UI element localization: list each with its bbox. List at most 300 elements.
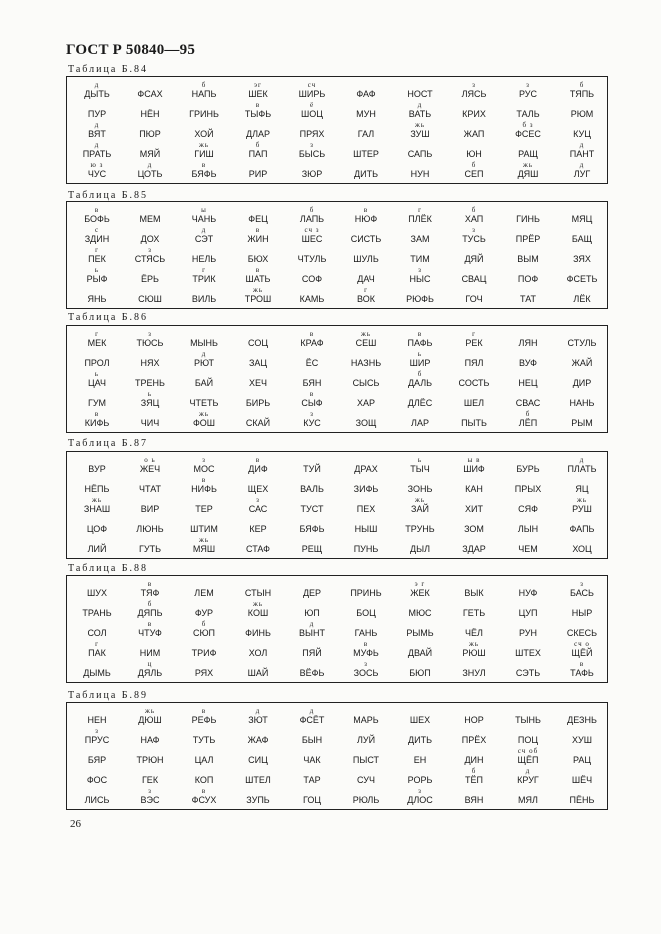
table-cell — [70, 410, 124, 430]
table-cell — [177, 660, 231, 680]
syllable-word: ДИФ — [248, 464, 268, 474]
table-cell — [70, 121, 124, 141]
superscript-mark: з — [472, 226, 476, 234]
syllable-word: ЧЁЛ — [465, 628, 483, 638]
syllable-word: МЯЛ — [518, 795, 538, 805]
syllable-word: СЯФ — [518, 504, 538, 514]
table-cell — [555, 246, 609, 266]
syllable-word: ТИМ — [410, 254, 430, 264]
syllable-word: СЕП — [464, 169, 484, 179]
table-cell — [555, 767, 609, 787]
table-row — [67, 580, 607, 600]
table-cell — [70, 330, 124, 350]
table-cell — [339, 456, 393, 476]
syllable-word: ВАТЬ — [408, 109, 432, 119]
table-cell — [555, 640, 609, 660]
table-cell — [501, 390, 555, 410]
table-cell — [447, 121, 501, 141]
syllable-word: ЗОНЬ — [407, 484, 433, 494]
table-cell — [123, 496, 177, 516]
syllable-word: РЮМ — [570, 109, 594, 119]
superscript-mark: в — [309, 330, 315, 338]
syllable-word: БЯФЬ — [191, 169, 217, 179]
syllable-word: ТРУНЬ — [405, 524, 435, 534]
table-cell — [177, 580, 231, 600]
superscript-mark: сч з — [304, 226, 320, 234]
table-cell — [447, 496, 501, 516]
superscript-mark: г — [95, 640, 99, 648]
superscript-mark: б — [471, 161, 477, 169]
table-cell — [177, 767, 231, 787]
table-cell — [177, 536, 231, 556]
table-cell — [285, 536, 339, 556]
table-cell — [339, 330, 393, 350]
table-cell — [285, 161, 339, 181]
syllable-word: РЕФЬ — [191, 715, 217, 725]
table-cell — [70, 707, 124, 727]
syllable-word: САПЬ — [407, 149, 433, 159]
superscript-mark: д — [255, 707, 261, 715]
syllable-word: ФСЕС — [515, 129, 541, 139]
table-cell — [70, 747, 124, 767]
syllable-word: ЩЁП — [517, 755, 539, 765]
table-cell — [339, 516, 393, 536]
syllable-word: ФЕЦ — [248, 214, 268, 224]
syllable-word: ЖИН — [247, 234, 269, 244]
syllable-word: ПУНЬ — [353, 544, 379, 554]
syllable-word: КРИХ — [462, 109, 486, 119]
table-cell — [393, 246, 447, 266]
table-cell — [501, 496, 555, 516]
syllable-word: МЕМ — [139, 214, 161, 224]
table-cell — [447, 660, 501, 680]
table-cell — [123, 226, 177, 246]
table-cell — [70, 246, 124, 266]
syllable-word: СОЛ — [87, 628, 107, 638]
table-cell — [555, 456, 609, 476]
syllable-word: ФСЕТЬ — [566, 274, 598, 284]
superscript-mark: жь — [576, 496, 588, 504]
syllable-word: ДЕЗНЬ — [567, 715, 597, 725]
syllable-word: ФСАХ — [137, 89, 163, 99]
superscript-mark: жь — [144, 707, 156, 715]
syllable-word: БЫСЬ — [298, 149, 326, 159]
table-row — [67, 456, 607, 476]
syllable-word: НАПЬ — [191, 89, 217, 99]
table-cell — [285, 350, 339, 370]
table-cell — [501, 286, 555, 306]
table-caption: Таблица Б.85 — [68, 190, 149, 201]
syllable-word: ЗЯЦ — [140, 398, 160, 408]
syllable-word: ЦУП — [518, 608, 538, 618]
table-cell — [339, 286, 393, 306]
table-cell — [70, 141, 124, 161]
superscript-mark: г — [472, 330, 476, 338]
table-cell — [231, 330, 285, 350]
syllable-word: СКАЙ — [245, 418, 271, 428]
superscript-mark: б — [579, 81, 585, 89]
syllable-word: НЕН — [87, 715, 107, 725]
syllable-word: ГЕК — [141, 775, 159, 785]
superscript-mark: б — [471, 206, 477, 214]
table-cell — [555, 161, 609, 181]
superscript-mark: з — [310, 410, 314, 418]
table-cell — [339, 767, 393, 787]
table-cell — [285, 246, 339, 266]
superscript-mark: д — [309, 707, 315, 715]
syllable-word: ЧУС — [87, 169, 107, 179]
superscript-mark: ь — [417, 350, 423, 358]
syllable-word: КАМЬ — [299, 294, 325, 304]
superscript-mark: жь — [198, 536, 210, 544]
syllable-word: ХОЦ — [572, 544, 592, 554]
table-cell — [339, 81, 393, 101]
syllable-word: ЦАЛ — [194, 755, 214, 765]
syllable-word: ПЛЁК — [408, 214, 432, 224]
superscript-mark: д — [147, 161, 153, 169]
syllable-word: ДИТЬ — [408, 735, 432, 745]
table-cell — [177, 410, 231, 430]
syllable-word: ПЮР — [139, 129, 161, 139]
syllable-word: ПЛАТЬ — [567, 464, 597, 474]
table-cell — [339, 476, 393, 496]
syllable-word: НЯХ — [140, 358, 160, 368]
syllable-word: ВОК — [357, 294, 375, 304]
superscript-mark: в — [201, 707, 207, 715]
table-cell — [285, 370, 339, 390]
syllable-word: ТУСТ — [300, 504, 324, 514]
table-cell — [123, 266, 177, 286]
syllable-word: СОСТЬ — [458, 378, 490, 388]
superscript-mark: д — [201, 226, 207, 234]
table-cell — [501, 330, 555, 350]
syllable-word: ГАЛ — [357, 129, 375, 139]
table-cell — [285, 767, 339, 787]
table-cell — [447, 620, 501, 640]
table-cell — [555, 81, 609, 101]
table-row — [67, 246, 607, 266]
syllable-word: НОР — [464, 715, 484, 725]
superscript-mark: г — [418, 206, 422, 214]
table-cell — [447, 101, 501, 121]
syllable-word: ЗДАР — [462, 544, 486, 554]
superscript-mark: з — [418, 787, 422, 795]
document-title: ГОСТ Р 50840—95 — [66, 42, 196, 58]
syllable-word: СИЦ — [248, 755, 268, 765]
superscript-mark: жь — [252, 286, 264, 294]
table-cell — [501, 456, 555, 476]
superscript-mark: з — [580, 580, 584, 588]
table-cell — [285, 226, 339, 246]
table-cell — [123, 141, 177, 161]
syllable-word: НЕЦ — [518, 378, 538, 388]
table-cell — [393, 330, 447, 350]
syllable-word: ДЯПЬ — [137, 608, 163, 618]
syllable-word: СЕШ — [355, 338, 377, 348]
table-cell — [339, 121, 393, 141]
syllable-word: СТЫН — [244, 588, 272, 598]
syllable-word: ШЕС — [301, 234, 323, 244]
table-cell — [285, 476, 339, 496]
syllable-word: ШИФ — [463, 464, 485, 474]
syllable-word: НОСТ — [407, 89, 433, 99]
syllable-word: ЛЮНЬ — [136, 524, 164, 534]
syllable-word: КАН — [465, 484, 483, 494]
syllable-word: ЮП — [304, 608, 320, 618]
syllable-word: РУН — [518, 628, 538, 638]
syllable-word: ФАФ — [356, 89, 376, 99]
syllable-word: ЁС — [305, 358, 319, 368]
syllable-word: РЕЩ — [301, 544, 323, 554]
table-row — [67, 476, 607, 496]
table-cell — [231, 536, 285, 556]
syllable-word: ГИШ — [194, 149, 214, 159]
table-cell — [393, 536, 447, 556]
superscript-mark: в — [255, 266, 261, 274]
table-cell — [447, 226, 501, 246]
table-cell — [393, 707, 447, 727]
table-cell — [501, 206, 555, 226]
syllable-word: МОС — [193, 464, 215, 474]
table-cell — [231, 370, 285, 390]
table-cell — [231, 516, 285, 536]
table-cell — [555, 787, 609, 807]
table-cell — [555, 516, 609, 536]
syllable-word: БИРЬ — [245, 398, 271, 408]
table-cell — [70, 101, 124, 121]
table-cell — [123, 121, 177, 141]
table-cell — [177, 787, 231, 807]
syllable-word: ДРАХ — [354, 464, 378, 474]
table-cell — [231, 226, 285, 246]
table-cell — [447, 767, 501, 787]
syllable-word: ШЕХ — [409, 715, 431, 725]
syllable-word: РЕК — [465, 338, 483, 348]
superscript-mark: г — [95, 246, 99, 254]
syllable-word: ШАЙ — [247, 668, 269, 678]
superscript-mark: в — [363, 206, 369, 214]
table-cell — [70, 266, 124, 286]
table-cell — [177, 727, 231, 747]
table-cell — [393, 727, 447, 747]
syllable-word: ТЕР — [195, 504, 213, 514]
syllable-word: ШТЕХ — [515, 648, 541, 658]
table-cell — [285, 410, 339, 430]
syllable-word: ЛИЙ — [87, 544, 107, 554]
syllable-word: НИФЬ — [191, 484, 217, 494]
superscript-mark: ц — [147, 660, 153, 668]
syllable-word: ТЁП — [465, 775, 483, 785]
superscript-mark: б — [255, 141, 261, 149]
table-cell — [501, 370, 555, 390]
superscript-mark: б — [525, 410, 531, 418]
superscript-mark: з — [526, 81, 530, 89]
table-cell — [447, 600, 501, 620]
superscript-mark: з — [95, 727, 99, 735]
syllable-word: ЦАЧ — [88, 378, 106, 388]
syllable-word: ДЛАР — [245, 129, 270, 139]
table-cell — [555, 600, 609, 620]
syllable-word: ВАЛЬ — [300, 484, 324, 494]
syllable-word: ЦОТЬ — [137, 169, 163, 179]
syllable-word: ПЯЛ — [464, 358, 484, 368]
syllable-word: ПОФ — [517, 274, 539, 284]
table-cell — [285, 121, 339, 141]
table-cell — [123, 787, 177, 807]
table-cell — [231, 707, 285, 727]
table-cell — [285, 390, 339, 410]
syllable-word: ТРАНЬ — [82, 608, 112, 618]
table-cell — [393, 476, 447, 496]
table-cell — [123, 580, 177, 600]
table-cell — [177, 226, 231, 246]
superscript-mark: ё — [309, 101, 315, 109]
superscript-mark: в — [147, 580, 153, 588]
syllable-word: ГРИНЬ — [189, 109, 219, 119]
table-cell — [339, 787, 393, 807]
syllable-word: БЮП — [409, 668, 431, 678]
table-row — [67, 410, 607, 430]
table-cell — [177, 266, 231, 286]
table-row — [67, 101, 607, 121]
syllable-word: ВЁФЬ — [299, 668, 325, 678]
superscript-mark: з — [310, 141, 314, 149]
table-cell — [501, 767, 555, 787]
table-cell — [285, 330, 339, 350]
table-cell — [501, 707, 555, 727]
table-cell — [231, 390, 285, 410]
superscript-mark: жь — [198, 410, 210, 418]
syllable-word: ТЫФЬ — [244, 109, 272, 119]
page-number: 26 — [70, 818, 81, 830]
superscript-mark: д — [94, 141, 100, 149]
superscript-mark: г — [364, 286, 368, 294]
table-cell — [70, 476, 124, 496]
table-cell — [123, 707, 177, 727]
table-cell — [501, 246, 555, 266]
table-cell — [555, 101, 609, 121]
syllable-word: ПРОЛ — [84, 358, 110, 368]
syllable-word: ЛЕМ — [194, 588, 214, 598]
table-cell — [231, 600, 285, 620]
table-cell — [285, 206, 339, 226]
syllable-word: ФУР — [194, 608, 214, 618]
table-cell — [393, 516, 447, 536]
table-row — [67, 536, 607, 556]
table-cell — [393, 787, 447, 807]
table-cell — [285, 747, 339, 767]
table-cell — [393, 747, 447, 767]
syllable-word: ЗОМ — [464, 524, 484, 534]
table-cell — [177, 81, 231, 101]
superscript-mark: жь — [522, 161, 534, 169]
table-cell — [123, 206, 177, 226]
syllable-word: ЧИЧ — [140, 418, 160, 428]
syllable-word: ДЯЛЬ — [137, 668, 163, 678]
syllable-word: КУС — [303, 418, 321, 428]
table-cell — [339, 640, 393, 660]
syllable-word: ТАР — [303, 775, 321, 785]
syllable-word: МЫНЬ — [190, 338, 218, 348]
syllable-word: ФОШ — [192, 418, 216, 428]
table-cell — [501, 536, 555, 556]
syllable-word: ЩЁЙ — [571, 648, 593, 658]
syllable-word: ПЕХ — [356, 504, 376, 514]
superscript-mark: ы — [201, 206, 207, 214]
table-cell — [177, 707, 231, 727]
table-cell — [447, 266, 501, 286]
syllable-word: ЛЯН — [518, 338, 538, 348]
syllable-word: ПАК — [88, 648, 106, 658]
table-cell — [501, 787, 555, 807]
table-cell — [393, 226, 447, 246]
syllable-word: НУФ — [518, 588, 538, 598]
syllable-word: БЯР — [87, 755, 107, 765]
table-cell — [285, 456, 339, 476]
syllable-word: НЕЛЬ — [191, 254, 217, 264]
syllable-word: ЧТУЛЬ — [297, 254, 327, 264]
superscript-mark: в — [255, 456, 261, 464]
table-cell — [231, 350, 285, 370]
superscript-mark: з — [472, 81, 476, 89]
syllable-word: ЖАП — [463, 129, 485, 139]
syllable-word: ТРЕНЬ — [135, 378, 165, 388]
syllable-word: СЫСЬ — [352, 378, 380, 388]
table-cell — [447, 350, 501, 370]
syllable-word: ЧТЕТЬ — [189, 398, 219, 408]
syllable-word: СОЦ — [248, 338, 268, 348]
syllable-word: МЮС — [408, 608, 432, 618]
syllable-word: ХАП — [464, 214, 484, 224]
syllable-word: ЛУЙ — [356, 735, 376, 745]
syllable-word: ЛУГ — [573, 169, 591, 179]
table-row — [67, 81, 607, 101]
table-cell — [123, 161, 177, 181]
table-cell — [285, 580, 339, 600]
table-cell — [177, 516, 231, 536]
table-cell — [177, 161, 231, 181]
table-cell — [231, 121, 285, 141]
table-cell — [285, 640, 339, 660]
table-cell — [70, 767, 124, 787]
table-cell — [177, 600, 231, 620]
syllable-word: ПАФЬ — [407, 338, 433, 348]
superscript-mark: о ь — [144, 456, 156, 464]
superscript-mark: ю з — [90, 161, 104, 169]
word-table — [66, 76, 608, 184]
syllable-word: РИР — [248, 169, 268, 179]
table-cell — [70, 390, 124, 410]
syllable-word: ПРУС — [84, 735, 110, 745]
table-cell — [447, 536, 501, 556]
syllable-word: ПАНТ — [569, 149, 595, 159]
table-cell — [339, 390, 393, 410]
table-cell — [123, 456, 177, 476]
syllable-word: СЫФ — [301, 398, 323, 408]
syllable-word: ДИР — [572, 378, 592, 388]
word-table — [66, 702, 608, 810]
table-cell — [501, 640, 555, 660]
table-cell — [123, 747, 177, 767]
table-cell — [123, 286, 177, 306]
table-cell — [393, 286, 447, 306]
syllable-word: ПУР — [87, 109, 107, 119]
superscript-mark: жь — [468, 640, 480, 648]
table-cell — [123, 516, 177, 536]
superscript-mark: д — [579, 141, 585, 149]
table-cell — [231, 580, 285, 600]
superscript-mark: з — [418, 266, 422, 274]
